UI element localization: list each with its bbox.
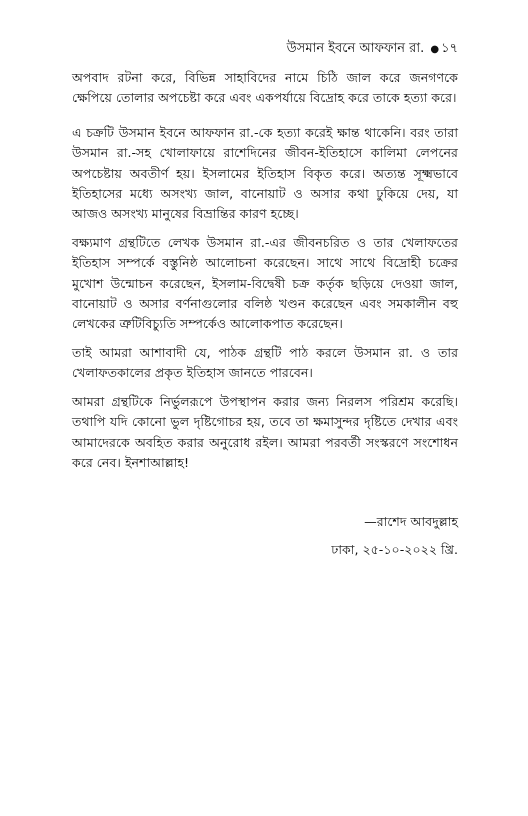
running-title: উসমান ইবনে আফফান রা.	[286, 41, 425, 56]
running-header	[72, 40, 458, 59]
paragraph-3: বক্ষ্যমাণ গ্রন্থটিতে লেখক উসমান রা.-এর জীবনচরিত ও তার খেলাফতের ইতিহাস সম্পর্কে বস্তুনিষ্ঠ আলোচনা করেছেন। সাথে সাথে বিদ্রোহী চক্রের মুখোশ উন্মোচন করেছেন, ইসলাম-বিদ্বেষী চক্র কর্তৃক ছড়িয়ে দেওয়া জাল, বানোয়াট ও অসার বর্ণনাগুলোর বলিষ্ঠ খণ্ডন করেছেন এবং সমকালীন বহু লেখকের ত্রুটিবিচ্যুতি সম্পর্কেও আলোকপাত করেছেন।	[72, 234, 458, 332]
author-signature: —রাশেদ আবদুল্লাহ	[364, 514, 458, 529]
separator-bullet: ●	[430, 44, 440, 55]
paragraph-1: অপবাদ রটনা করে, বিভিন্ন সাহাবিদের নামে চিঠি জাল করে জনগণকে ক্ষেপিয়ে তোলার অপচেষ্টা করে এবং একপর্যায়ে বিদ্রোহ করে তাকে হত্যা করে।	[72, 70, 458, 106]
place-date: ঢাকা, ২৫-১০-২০২২ খ্রি.	[331, 542, 458, 557]
paragraph-2: এ চক্রটি উসমান ইবনে আফফান রা.-কে হত্যা করেই ক্ষান্ত থাকেনি। বরং তারা উসমান রা.-সহ খোলাফায়ে রাশেদিনের জীবন-ইতিহাসে কালিমা লেপনের অপচেষ্টায় অবতীর্ণ হয়। ইসলামের ইতিহাস বিকৃত করে। অত্যন্ত সূক্ষ্মভাবে ইতিহাসের মধ্যে অসংখ্য জাল, বানোয়াট ও অসার কথা ঢুকিয়ে দেয়, যা আজও অসংখ্য মানুষের বিভ্রান্তির কারণ হচ্ছে।	[72, 124, 458, 222]
paragraph-5: আমরা গ্রন্থটিকে নির্ভুলরূপে উপস্থাপন করার জন্য নিরলস পরিশ্রম করেছি। তথাপি যদি কোনো ভুল দৃষ্টিগোচর হয়, তবে তা ক্ষমাসুন্দর দৃষ্টিতে দেখার এবং আমাদেরকে অবহিত করার অনুরোধ রইল। আমরা পরবর্তী সংস্করণে সংশোধন করে নেব। ইনশাআল্লাহ!	[72, 393, 458, 470]
page-body	[72, 68, 458, 481]
paragraph-4: তাই আমরা আশাবাদী যে, পাঠক গ্রন্থটি পাঠ করলে উসমান রা. ও তার খেলাফতকালের প্রকৃত ইতিহাস জানতে পারবেন।	[72, 344, 458, 381]
page-number: ১৭	[441, 41, 458, 56]
